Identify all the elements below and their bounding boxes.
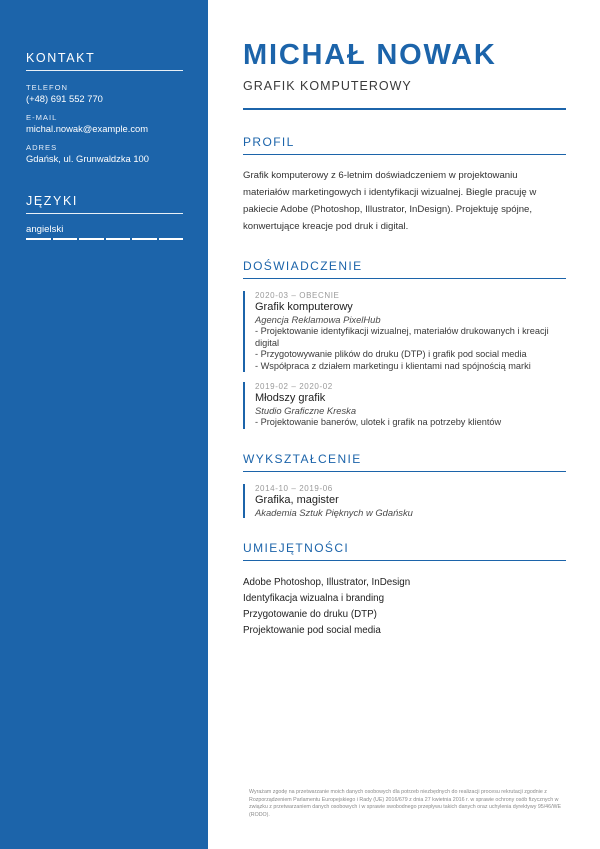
entry-title: Grafika, magister — [255, 493, 339, 506]
skill-item: Identyfikacja wizualna i branding — [243, 592, 385, 604]
skill-item: Projektowanie pod social media — [243, 624, 381, 636]
entry-organization: Studio Graficzne Kreska — [255, 405, 357, 417]
language-level-segment — [159, 238, 184, 240]
skill-item: Adobe Photoshop, Illustrator, InDesign — [243, 576, 411, 588]
profile-heading: PROFIL — [243, 135, 566, 155]
contact-label: TELEFON — [26, 83, 69, 92]
entry-date: 2014-10 – 2019-06 — [255, 483, 333, 493]
experience-heading: DOŚWIADCZENIE — [243, 259, 566, 279]
phone-value: (+48) 691 552 770 — [26, 93, 103, 104]
contact-email — [26, 113, 182, 134]
language-name: angielski — [26, 224, 64, 235]
main-content — [208, 0, 600, 849]
person-name: MICHAŁ NOWAK — [243, 39, 497, 71]
skill-item: Przygotowanie do druku (DTP) — [243, 608, 377, 620]
entry-organization: Agencja Reklamowa PixelHub — [255, 314, 381, 326]
entry-duty: - Współpraca z działem marketingu i klientami nad spójnością marki — [255, 360, 531, 371]
contact-address — [26, 143, 182, 164]
language-level-segment — [106, 238, 131, 240]
experience-entry — [243, 382, 566, 429]
sidebar — [0, 0, 208, 849]
job-title: GRAFIK KOMPUTEROWY — [243, 79, 566, 110]
entry-duty: - Przygotowywanie plików do druku (DTP) i grafik pod social media — [255, 349, 527, 360]
skills-list — [243, 573, 566, 636]
language-level-bar — [26, 238, 183, 240]
language-level-segment — [53, 238, 78, 240]
entry-duty: - Projektowanie banerów, ulotek i grafik na potrzeby klientów — [255, 417, 502, 428]
contact-label: ADRES — [26, 143, 58, 152]
entry-date: 2019-02 – 2020-02 — [255, 382, 333, 392]
entry-title: Grafik komputerowy — [255, 301, 353, 314]
address-value: Gdańsk, ul. Grunwaldzka 100 — [26, 153, 149, 164]
contact-phone — [26, 83, 182, 104]
contact-label: E-MAIL — [26, 113, 58, 122]
skills-heading: UMIEJĘTNOŚCI — [243, 541, 566, 561]
language-level-segment — [26, 238, 51, 240]
language-level-segment — [132, 238, 157, 240]
language-item — [26, 224, 182, 240]
entry-date: 2020-03 – OBECNIE — [255, 291, 340, 301]
gdpr-consent-clause: Wyrażam zgodę na przetwarzanie moich danych osobowych dla potrzeb niezbędnych do realizacji procesu rekrutacji zgodnie z Rozporządzeniem Parlamentu Europejskiego i Rady (UE) 2016/679 z dnia 27 kwietnia 2016 r. w sprawie ochrony osób fizycznych w związku z przetwarzaniem danych osobowych i w sprawie swobodnego przepływu takich danych oraz uchylenia dyrektywy 95/46/WE (RODO). — [249, 789, 562, 818]
languages-heading: JĘZYKI — [26, 194, 183, 214]
education-entry — [243, 484, 566, 518]
language-level-segment — [79, 238, 104, 240]
profile-text: Grafik komputerowy z 6-letnim doświadczeniem w projektowaniu materiałów marketingowych i identyfikacji wizualnej. Biegle pracuję w pakiecie Adobe (Photoshop, Illustrator, InDesign). Projektuję spójne, konwertujące kreacje pod druk i digital. — [243, 170, 537, 233]
email-value: michal.nowak@example.com — [26, 123, 149, 134]
entry-duty: - Projektowanie identyfikacji wizualnej, materiałów drukowanych i kreacji digital — [255, 326, 549, 348]
entry-organization: Akademia Sztuk Pięknych w Gdańsku — [255, 506, 413, 518]
contact-heading: KONTAKT — [26, 51, 183, 71]
entry-title: Młodszy grafik — [255, 392, 326, 405]
education-heading: WYKSZTAŁCENIE — [243, 452, 566, 472]
experience-entry — [243, 291, 566, 372]
